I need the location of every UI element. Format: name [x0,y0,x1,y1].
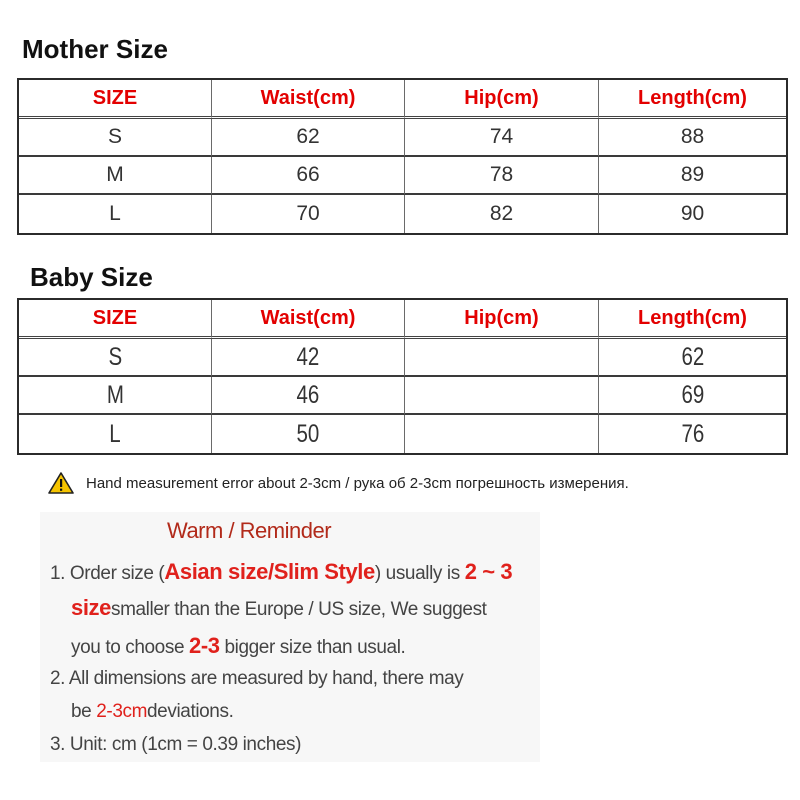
reminder-text: be [71,701,97,722]
reminder-text: ) usually is [374,563,465,584]
cell-hip: 82 [405,195,599,233]
reminder-line-5 [71,701,233,723]
table-row [19,377,786,415]
cell-size: M [19,377,212,415]
reminder-line-3 [71,633,405,659]
reminder-highlight: 2-3cm [96,701,148,722]
reminder-highlight: Asian size/Slim Style [164,559,375,584]
reminder-highlight: 2-3 [188,633,220,658]
reminder-text: 1. Order size ( [50,563,165,584]
cell-length: 89 [599,157,786,195]
cell-length: 76 [681,419,704,448]
reminder-line-4: 2. All dimensions are measured by hand, there may [50,668,464,689]
reminder-line-2 [71,595,487,621]
table-row [19,119,786,157]
cell-size: L [19,195,212,233]
reminder-text: you to choose [71,637,189,658]
table-row [19,195,786,233]
cell-hip: 78 [405,157,599,195]
reminder-highlight: 2 ~ 3 [464,559,513,584]
cell-waist: 46 [212,377,405,415]
cell-size: L [19,415,212,453]
measurement-warning [48,472,629,494]
cell-hip: 74 [405,119,599,157]
baby-size-table [17,298,788,455]
header-size: SIZE [19,300,212,339]
table-header-row [19,300,786,339]
header-waist: Waist(cm) [212,80,405,119]
table-header-row [19,80,786,119]
cell-length: 69 [599,377,786,415]
table-row [19,415,786,453]
cell-hip [405,339,599,377]
reminder-text: deviations. [147,701,234,722]
cell-length: 90 [680,202,705,225]
table-row [19,339,786,377]
cell-waist: 70 [212,195,405,233]
header-hip: Hip(cm) [405,300,599,339]
warning-text: Hand measurement error about 2-3cm / рука об 2-3cm погрешность измерения. [86,474,629,492]
cell-length: 88 [599,119,786,157]
warning-triangle-icon [48,472,74,494]
reminder-line-6: 3. Unit: cm (1cm = 0.39 inches) [50,734,302,755]
cell-length: 62 [599,339,786,377]
cell-hip [405,377,599,415]
table-row [19,157,786,195]
cell-size: S [19,119,212,157]
cell-size: M [19,157,212,195]
header-hip: Hip(cm) [405,80,599,119]
cell-waist: 50 [212,415,405,453]
cell-waist: 66 [212,157,405,195]
header-length: Length(cm) [599,300,786,339]
cell-hip [405,415,599,453]
header-length: Length(cm) [599,80,786,119]
cell-waist: 62 [212,119,405,157]
mother-size-title: Mother Size [22,34,168,64]
baby-size-title: Baby Size [30,262,153,292]
header-size: SIZE [19,80,212,119]
reminder-text: smaller than the Europe / US size, We suggest [110,599,487,620]
reminder-text: bigger size than usual. [219,637,406,658]
reminder-title: Warm / Reminder [167,518,332,543]
header-waist: Waist(cm) [212,300,405,339]
reminder-line-1 [50,559,512,585]
mother-size-table [17,78,788,235]
reminder-highlight: size [71,595,111,620]
cell-size: S [19,339,212,377]
cell-waist: 42 [212,339,405,377]
